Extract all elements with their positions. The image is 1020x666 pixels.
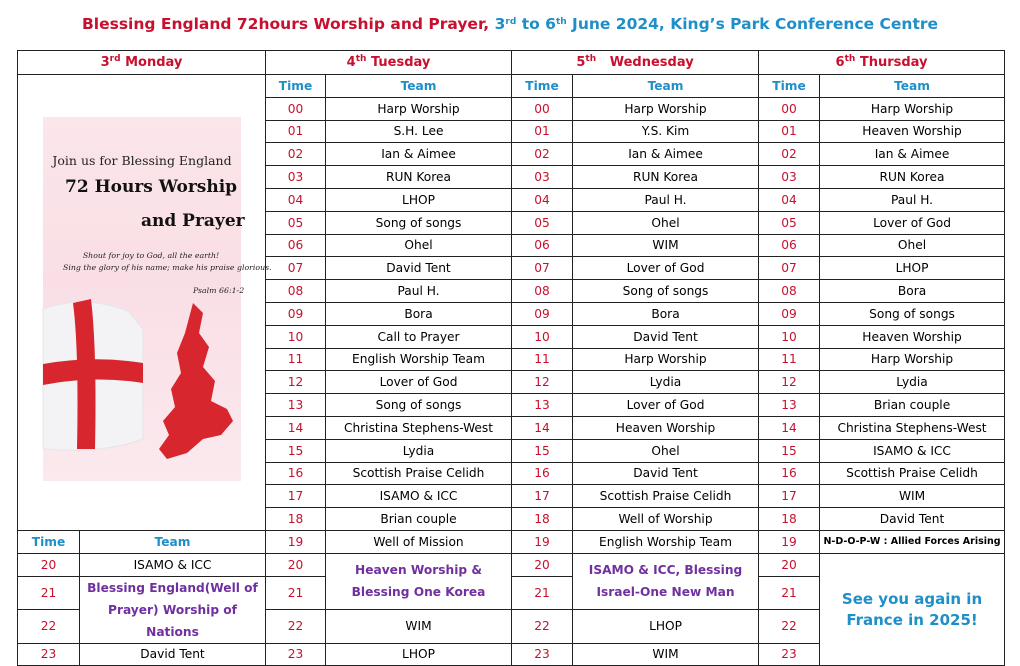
thursday-team-cell: RUN Korea bbox=[820, 166, 1005, 189]
wednesday-team-cell: RUN Korea bbox=[573, 166, 759, 189]
wednesday-team-cell: David Tent bbox=[573, 462, 759, 485]
thursday-time-cell: 11 bbox=[759, 348, 820, 371]
thursday-time-cell: 06 bbox=[759, 234, 820, 257]
thursday-team-cell: Harp Worship bbox=[820, 348, 1005, 371]
wednesday-time-cell: 02 bbox=[512, 143, 573, 166]
thursday-time-cell: 07 bbox=[759, 257, 820, 280]
tuesday-time-cell: 15 bbox=[266, 439, 326, 462]
day-header-tuesday: 4th Tuesday bbox=[266, 51, 512, 75]
schedule-table bbox=[17, 50, 1005, 666]
tuesday-time-cell: 21 bbox=[266, 576, 326, 610]
tuesday-team-cell: LHOP bbox=[326, 643, 512, 666]
thursday-time-header: Time bbox=[759, 75, 820, 98]
day-header-thursday: 6th Thursday bbox=[759, 51, 1005, 75]
wednesday-team-cell: Well of Worship bbox=[573, 508, 759, 531]
thursday-team-cell: Scottish Praise Celidh bbox=[820, 462, 1005, 485]
thursday-team-cell: Heaven Worship bbox=[820, 120, 1005, 143]
poster-line2: 72 Hours Worship bbox=[65, 177, 238, 197]
thursday-time-cell: 12 bbox=[759, 371, 820, 394]
thursday-time-cell: 02 bbox=[759, 143, 820, 166]
tuesday-time-cell: 03 bbox=[266, 166, 326, 189]
tuesday-time-cell: 02 bbox=[266, 143, 326, 166]
tuesday-time-cell: 10 bbox=[266, 325, 326, 348]
wednesday-team-cell: Lydia bbox=[573, 371, 759, 394]
wednesday-team-header: Team bbox=[573, 75, 759, 98]
farewell-message: See you again in France in 2025! bbox=[820, 553, 1005, 666]
event-poster bbox=[43, 117, 272, 481]
tuesday-time-cell: 11 bbox=[266, 348, 326, 371]
wednesday-team-cell: Bora bbox=[573, 302, 759, 325]
tuesday-team-cell: Lydia bbox=[326, 439, 512, 462]
england-flag-map-image bbox=[43, 289, 241, 481]
wednesday-team-cell: Harp Worship bbox=[573, 348, 759, 371]
thursday-team-cell: Paul H. bbox=[820, 188, 1005, 211]
wednesday-team-cell: LHOP bbox=[573, 610, 759, 644]
thursday-team-cell: Bora bbox=[820, 280, 1005, 303]
tuesday-team-cell: ISAMO & ICC bbox=[326, 485, 512, 508]
tuesday-time-cell: 17 bbox=[266, 485, 326, 508]
tuesday-team-cell: Christina Stephens-West bbox=[326, 416, 512, 439]
tuesday-time-cell: 12 bbox=[266, 371, 326, 394]
thursday-time-cell: 15 bbox=[759, 439, 820, 462]
tuesday-time-cell: 06 bbox=[266, 234, 326, 257]
thursday-time-cell: 23 bbox=[759, 643, 820, 666]
thursday-time-cell: 21 bbox=[759, 576, 820, 610]
tuesday-time-cell: 08 bbox=[266, 280, 326, 303]
tuesday-team-cell: LHOP bbox=[326, 188, 512, 211]
thursday-team-cell: Brian couple bbox=[820, 394, 1005, 417]
wednesday-team-cell: WIM bbox=[573, 643, 759, 666]
wednesday-time-cell: 07 bbox=[512, 257, 573, 280]
tuesday-time-cell: 07 bbox=[266, 257, 326, 280]
thursday-team-cell: N-D-O-P-W : Allied Forces Arising bbox=[820, 530, 1005, 553]
wednesday-time-cell: 17 bbox=[512, 485, 573, 508]
tuesday-team-cell: RUN Korea bbox=[326, 166, 512, 189]
wednesday-time-cell: 20 bbox=[512, 553, 573, 576]
tuesday-team-cell: Song of songs bbox=[326, 394, 512, 417]
tuesday-time-cell: 16 bbox=[266, 462, 326, 485]
wednesday-time-cell: 12 bbox=[512, 371, 573, 394]
thursday-team-cell: Ian & Aimee bbox=[820, 143, 1005, 166]
day-header-monday: 3rd Monday bbox=[18, 51, 266, 75]
tuesday-time-cell: 05 bbox=[266, 211, 326, 234]
tuesday-team-cell: Ian & Aimee bbox=[326, 143, 512, 166]
tuesday-time-cell: 20 bbox=[266, 553, 326, 576]
thursday-team-cell: Lydia bbox=[820, 371, 1005, 394]
tuesday-time-cell: 19 bbox=[266, 530, 326, 553]
tuesday-team-cell: Lover of God bbox=[326, 371, 512, 394]
tuesday-team-cell: Harp Worship bbox=[326, 97, 512, 120]
thursday-time-cell: 08 bbox=[759, 280, 820, 303]
wednesday-time-cell: 00 bbox=[512, 97, 573, 120]
wednesday-team-cell: Paul H. bbox=[573, 188, 759, 211]
thursday-time-cell: 09 bbox=[759, 302, 820, 325]
monday-team-cell: Blessing England(Well of Prayer) Worship of Nations bbox=[80, 576, 266, 643]
wednesday-time-cell: 05 bbox=[512, 211, 573, 234]
tuesday-team-cell: English Worship Team bbox=[326, 348, 512, 371]
thursday-time-cell: 19 bbox=[759, 530, 820, 553]
tuesday-team-cell: Ohel bbox=[326, 234, 512, 257]
wednesday-time-cell: 18 bbox=[512, 508, 573, 531]
wednesday-time-cell: 21 bbox=[512, 576, 573, 610]
page-title bbox=[0, 14, 1020, 34]
tuesday-time-cell: 13 bbox=[266, 394, 326, 417]
wednesday-time-cell: 14 bbox=[512, 416, 573, 439]
wednesday-team-cell: Ohel bbox=[573, 211, 759, 234]
poster-line1: Join us for Blessing England bbox=[52, 153, 232, 168]
wednesday-time-cell: 03 bbox=[512, 166, 573, 189]
thursday-team-cell: David Tent bbox=[820, 508, 1005, 531]
wednesday-time-cell: 11 bbox=[512, 348, 573, 371]
thursday-team-cell: ISAMO & ICC bbox=[820, 439, 1005, 462]
wednesday-time-cell: 13 bbox=[512, 394, 573, 417]
thursday-team-cell: Christina Stephens-West bbox=[820, 416, 1005, 439]
monday-time-header: Time bbox=[18, 530, 80, 553]
wednesday-time-cell: 22 bbox=[512, 610, 573, 644]
wednesday-time-cell: 23 bbox=[512, 643, 573, 666]
tuesday-team-cell: Well of Mission bbox=[326, 530, 512, 553]
thursday-time-cell: 16 bbox=[759, 462, 820, 485]
thursday-team-cell: Harp Worship bbox=[820, 97, 1005, 120]
wednesday-time-cell: 01 bbox=[512, 120, 573, 143]
thursday-time-cell: 01 bbox=[759, 120, 820, 143]
thursday-team-header: Team bbox=[820, 75, 1005, 98]
thursday-team-cell: Ohel bbox=[820, 234, 1005, 257]
monday-team-cell: David Tent bbox=[80, 643, 266, 666]
thursday-time-cell: 00 bbox=[759, 97, 820, 120]
title-main: Blessing England 72hours Worship and Prayer, bbox=[81, 15, 490, 33]
tuesday-time-cell: 01 bbox=[266, 120, 326, 143]
poster-line3: and Prayer bbox=[141, 211, 245, 231]
wednesday-time-cell: 16 bbox=[512, 462, 573, 485]
thursday-time-cell: 10 bbox=[759, 325, 820, 348]
wednesday-time-cell: 19 bbox=[512, 530, 573, 553]
tuesday-team-cell: Brian couple bbox=[326, 508, 512, 531]
tuesday-team-cell: Call to Prayer bbox=[326, 325, 512, 348]
tuesday-time-cell: 18 bbox=[266, 508, 326, 531]
poster-verse-ref: Psalm 66:1-2 bbox=[193, 286, 245, 295]
monday-team-cell: ISAMO & ICC bbox=[80, 553, 266, 576]
tuesday-time-cell: 14 bbox=[266, 416, 326, 439]
thursday-team-cell: Song of songs bbox=[820, 302, 1005, 325]
tuesday-team-header: Team bbox=[326, 75, 512, 98]
tuesday-time-cell: 09 bbox=[266, 302, 326, 325]
monday-time-cell: 21 bbox=[18, 576, 80, 610]
tuesday-team-cell: Song of songs bbox=[326, 211, 512, 234]
poster-cell bbox=[18, 75, 272, 531]
wednesday-time-cell: 10 bbox=[512, 325, 573, 348]
thursday-team-cell: Heaven Worship bbox=[820, 325, 1005, 348]
wednesday-team-cell: Harp Worship bbox=[573, 97, 759, 120]
wednesday-time-cell: 08 bbox=[512, 280, 573, 303]
tuesday-time-cell: 22 bbox=[266, 610, 326, 644]
thursday-time-cell: 17 bbox=[759, 485, 820, 508]
tuesday-team-cell: Bora bbox=[326, 302, 512, 325]
tuesday-team-cell: Paul H. bbox=[326, 280, 512, 303]
title-dates: 3rd to 6th June 2024, King’s Park Conference Centre bbox=[494, 15, 939, 33]
tuesday-team-cell: S.H. Lee bbox=[326, 120, 512, 143]
thursday-time-cell: 22 bbox=[759, 610, 820, 644]
wednesday-team-cell: WIM bbox=[573, 234, 759, 257]
tuesday-team-cell: David Tent bbox=[326, 257, 512, 280]
wednesday-time-header: Time bbox=[512, 75, 573, 98]
thursday-time-cell: 13 bbox=[759, 394, 820, 417]
thursday-time-cell: 18 bbox=[759, 508, 820, 531]
wednesday-team-cell: Ohel bbox=[573, 439, 759, 462]
tuesday-time-header: Time bbox=[266, 75, 326, 98]
wednesday-time-cell: 06 bbox=[512, 234, 573, 257]
wednesday-time-cell: 15 bbox=[512, 439, 573, 462]
thursday-time-cell: 20 bbox=[759, 553, 820, 576]
thursday-time-cell: 05 bbox=[759, 211, 820, 234]
tuesday-time-cell: 23 bbox=[266, 643, 326, 666]
wednesday-team-cell: Song of songs bbox=[573, 280, 759, 303]
tuesday-time-cell: 00 bbox=[266, 97, 326, 120]
wednesday-team-cell: Lover of God bbox=[573, 394, 759, 417]
thursday-team-cell: LHOP bbox=[820, 257, 1005, 280]
thursday-time-cell: 04 bbox=[759, 188, 820, 211]
monday-time-cell: 20 bbox=[18, 553, 80, 576]
wednesday-team-cell: Scottish Praise Celidh bbox=[573, 485, 759, 508]
tuesday-time-cell: 04 bbox=[266, 188, 326, 211]
wednesday-team-cell: English Worship Team bbox=[573, 530, 759, 553]
wednesday-team-cell: David Tent bbox=[573, 325, 759, 348]
thursday-team-cell: WIM bbox=[820, 485, 1005, 508]
thursday-team-cell: Lover of God bbox=[820, 211, 1005, 234]
day-header-wednesday: 5th Wednesday bbox=[512, 51, 759, 75]
wednesday-time-cell: 04 bbox=[512, 188, 573, 211]
tuesday-team-cell: WIM bbox=[326, 610, 512, 644]
wednesday-team-cell: ISAMO & ICC, Blessing Israel-One New Man bbox=[573, 553, 759, 609]
poster-verse: Shout for joy to God, all the earth! Sing the glory of his name; make his praise glorious. bbox=[63, 251, 272, 272]
wednesday-team-cell: Ian & Aimee bbox=[573, 143, 759, 166]
thursday-time-cell: 03 bbox=[759, 166, 820, 189]
monday-time-cell: 22 bbox=[18, 610, 80, 644]
monday-team-header: Team bbox=[80, 530, 266, 553]
wednesday-team-cell: Heaven Worship bbox=[573, 416, 759, 439]
thursday-time-cell: 14 bbox=[759, 416, 820, 439]
wednesday-time-cell: 09 bbox=[512, 302, 573, 325]
wednesday-team-cell: Y.S. Kim bbox=[573, 120, 759, 143]
wednesday-team-cell: Lover of God bbox=[573, 257, 759, 280]
tuesday-team-cell: Heaven Worship & Blessing One Korea bbox=[326, 553, 512, 609]
monday-time-cell: 23 bbox=[18, 643, 80, 666]
tuesday-team-cell: Scottish Praise Celidh bbox=[326, 462, 512, 485]
